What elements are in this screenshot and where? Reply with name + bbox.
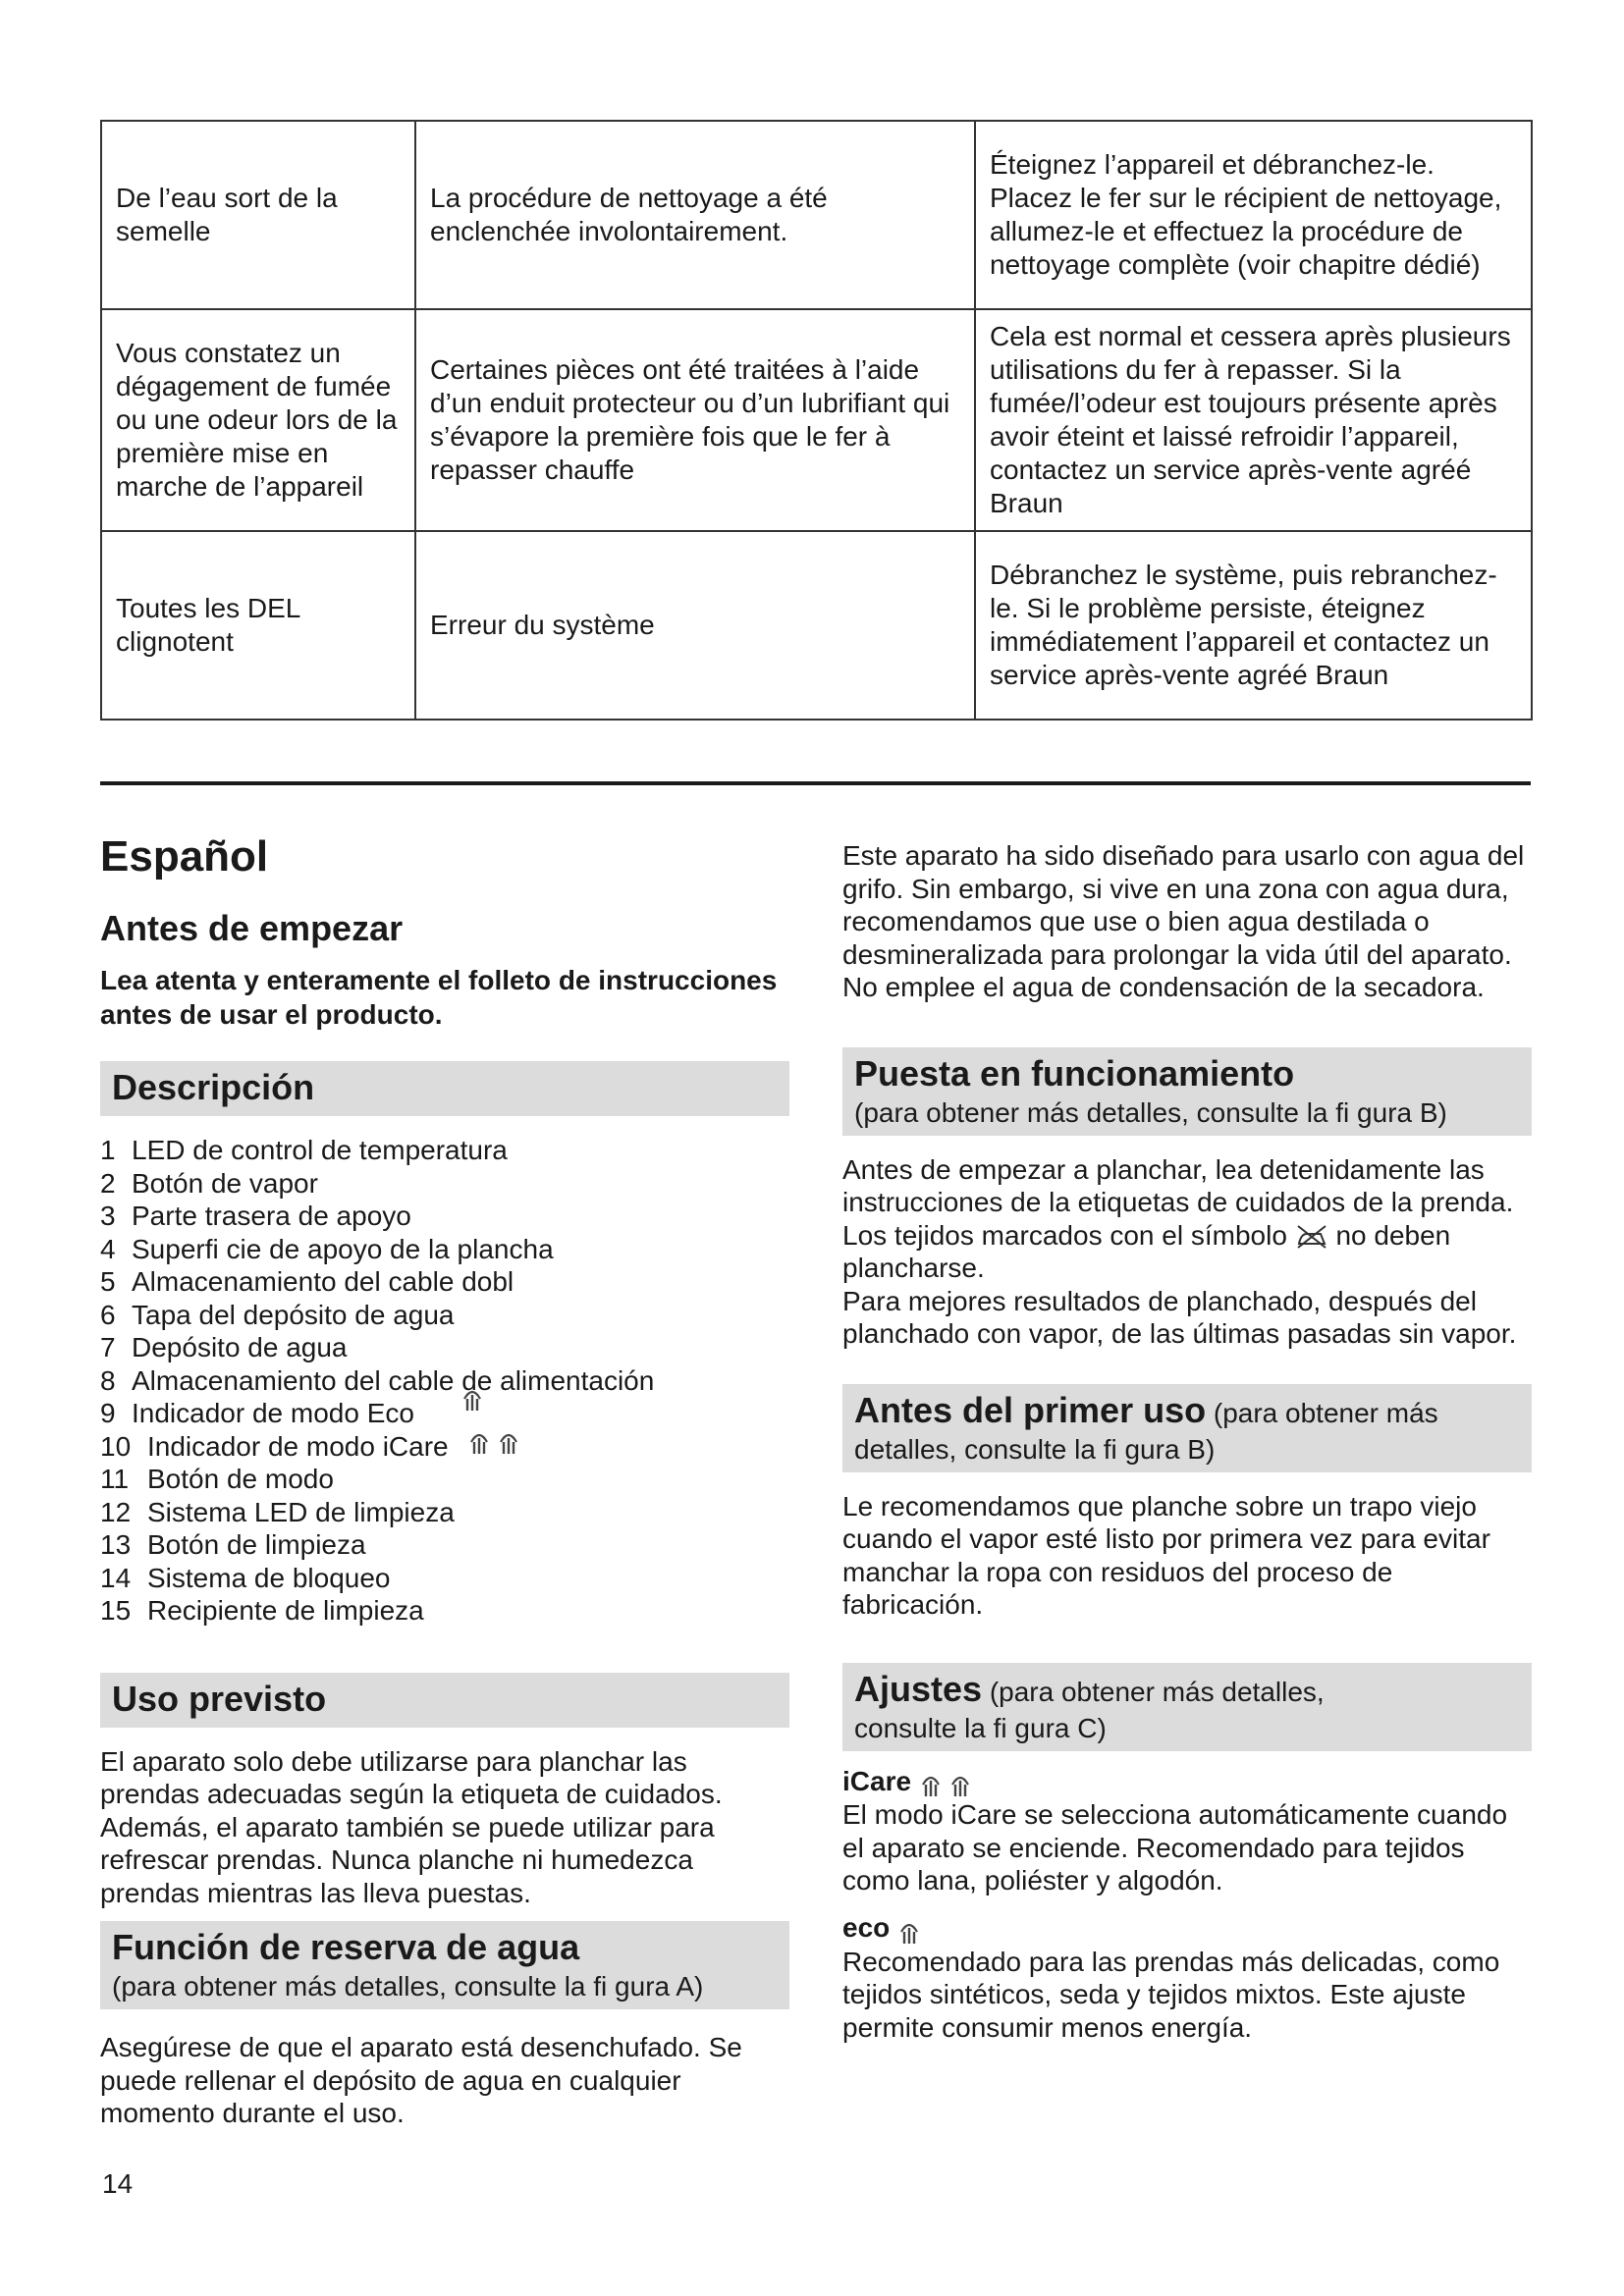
list-item: 2 Botón de vapor bbox=[100, 1167, 318, 1199]
right-column bbox=[842, 829, 1532, 2044]
water-reserve-header bbox=[100, 1921, 789, 2009]
intended-use-text: El aparato solo debe utilizarse para planchar las prendas adecuadas según la etiqueta de cuidados. Además, el aparato también se puede utilizar para refrescar prendas. Nunca planche ni humedezca prendas mientras las lleva puestas. bbox=[100, 1745, 723, 1908]
first-use-text: Le recomendamos que planche sobre un trapo viejo cuando el vapor esté listo por primera vez para evitar manchar la ropa con residuos del proceso de fabricación. bbox=[842, 1490, 1490, 1620]
table-row bbox=[101, 121, 1532, 309]
list-item: 12 Sistema LED de limpieza bbox=[100, 1496, 455, 1527]
problem-cell: Vous constatez un dégagement de fumée ou une odeur lors de la première mise en marche de l’appareil bbox=[101, 309, 415, 531]
solution-cell: Éteignez l’appareil et débranchez-le. Placez le fer sur le récipient de nettoyage, allumez-le et effectuez la procédure de nettoyage complète (voir chapitre dédié) bbox=[975, 121, 1532, 309]
settings-header bbox=[842, 1663, 1532, 1751]
list-item: 6 Tapa del depósito de agua bbox=[100, 1299, 455, 1330]
page-number: 14 bbox=[102, 2168, 134, 2199]
settings-note: (para obtener más detalles, bbox=[989, 1676, 1325, 1707]
table-row bbox=[101, 531, 1532, 720]
eco-setting bbox=[842, 1911, 1532, 1946]
list-item: 7 Depósito de agua bbox=[100, 1332, 348, 1362]
description-list bbox=[100, 1134, 789, 1628]
water-reserve-text: Asegúrese de que el aparato está desenchufado. Se puede rellenar el depósito de agua en cualquier momento durante el uso. bbox=[100, 2032, 742, 2128]
water-intro-text: Este aparato ha sido diseñado para usarlo con agua del grifo. Sin embargo, si vive en una zona con agua dura, recomendamos que use o bien agua destilada o desmineralizada para prolongar la vida útil del aparato. No emplee el agua de condensación de la secadora. bbox=[842, 840, 1525, 1002]
icare-setting bbox=[842, 1765, 1532, 1799]
first-use-note-line2: detalles, consulte la fi gura B) bbox=[854, 1433, 1216, 1465]
steam-icon bbox=[920, 1773, 942, 1798]
cause-cell: La procédure de nettoyage a été enclenchée involontairement. bbox=[415, 121, 975, 309]
problem-cell: Toutes les DEL clignotent bbox=[101, 531, 415, 720]
problem-cell: De l’eau sort de la semelle bbox=[101, 121, 415, 309]
troubleshooting-table bbox=[100, 120, 1533, 721]
steam-icon bbox=[468, 1430, 490, 1456]
eco-label: eco bbox=[842, 1911, 891, 1943]
list-item: 4 Superfi cie de apoyo de la plancha bbox=[100, 1233, 554, 1264]
first-use-header bbox=[842, 1384, 1532, 1472]
settings-title: Ajustes bbox=[854, 1668, 983, 1709]
solution-cell: Débranchez le système, puis rebranchez-le. Si le problème persiste, éteignez immédiatement l’appareil et contactez un service après-vente agréé Braun bbox=[975, 531, 1532, 720]
steam-icon bbox=[949, 1773, 971, 1798]
steam-icon bbox=[461, 1387, 483, 1413]
cause-cell: Erreur du système bbox=[415, 531, 975, 720]
before-start-warning: Lea atenta y enteramente el folleto de instrucciones antes de usar el producto. bbox=[100, 965, 778, 1030]
description-title: Descripción bbox=[112, 1067, 315, 1107]
list-item: 10 Indicador de modo iCare bbox=[100, 1430, 789, 1464]
cause-cell: Certaines pièces ont été traitées à l’aide d’un enduit protecteur ou d’un lubrifiant qui s’évapore la première fois que le fer à repasser chauffe bbox=[415, 309, 975, 531]
no-iron-icon bbox=[1295, 1224, 1328, 1250]
list-item: 11 Botón de modo bbox=[100, 1464, 334, 1494]
list-item: 14 Sistema de bloqueo bbox=[100, 1562, 391, 1593]
list-item: 3 Parte trasera de apoyo bbox=[100, 1201, 411, 1231]
list-item: 5 Almacenamiento del cable dobl bbox=[100, 1266, 514, 1297]
intended-use-title: Uso previsto bbox=[112, 1678, 327, 1719]
settings-note-line2: consulte la fi gura C) bbox=[854, 1712, 1107, 1743]
list-item: 8 Almacenamiento del cable de alimentación bbox=[100, 1364, 655, 1396]
solution-cell: Cela est normal et cessera après plusieurs utilisations du fer à repasser. Si la fumée/l’odeur est toujours présente après avoir éteint et laissé refroidir l’appareil, contactez un service après-vente agréé Braun bbox=[975, 309, 1532, 531]
startup-title: Puesta en funcionamiento bbox=[854, 1052, 1295, 1094]
left-column bbox=[100, 829, 789, 2130]
language-title: Español bbox=[100, 832, 269, 881]
list-item: 13 Botón de limpieza bbox=[100, 1529, 366, 1560]
water-reserve-note: (para obtener más detalles, consulte la fi gura A) bbox=[112, 1971, 704, 2002]
first-use-title: Antes del primer uso bbox=[854, 1389, 1207, 1430]
steam-icon bbox=[898, 1920, 920, 1946]
list-item: 15 Recipiente de limpieza bbox=[100, 1595, 424, 1626]
startup-header bbox=[842, 1047, 1532, 1136]
table-row bbox=[101, 309, 1532, 531]
steam-icon bbox=[498, 1430, 519, 1456]
intended-use-header bbox=[100, 1673, 789, 1728]
description-header bbox=[100, 1061, 789, 1116]
startup-text: Antes de empezar a planchar, lea detenidamente las instrucciones de la etiquetas de cuidados de la prenda. Los tejidos marcados con el símbolo no deben plancharse. Para mejores resultados de planchado, después del planchado con vapor, de las últimas pasadas sin vapor. bbox=[842, 1153, 1517, 1349]
section-divider bbox=[100, 781, 1531, 785]
startup-note: (para obtener más detalles, consulte la fi gura B) bbox=[854, 1096, 1447, 1128]
before-start-title: Antes de empezar bbox=[100, 908, 404, 948]
eco-text: Recomendado para las prendas más delicadas, como tejidos sintéticos, seda y tejidos mixtos. Este ajuste permite consumir menos energía. bbox=[842, 1946, 1500, 2043]
icare-label: iCare bbox=[842, 1765, 912, 1796]
icare-text: El modo iCare se selecciona automáticamente cuando el aparato se enciende. Recomendado para tejidos como lana, poliéster y algodón. bbox=[842, 1799, 1508, 1896]
list-item: 1 LED de control de temperatura bbox=[100, 1135, 508, 1165]
water-reserve-title: Función de reserva de agua bbox=[112, 1927, 580, 1967]
list-item: 9 Indicador de modo Eco bbox=[100, 1397, 789, 1430]
first-use-note: (para obtener más bbox=[1213, 1397, 1438, 1428]
